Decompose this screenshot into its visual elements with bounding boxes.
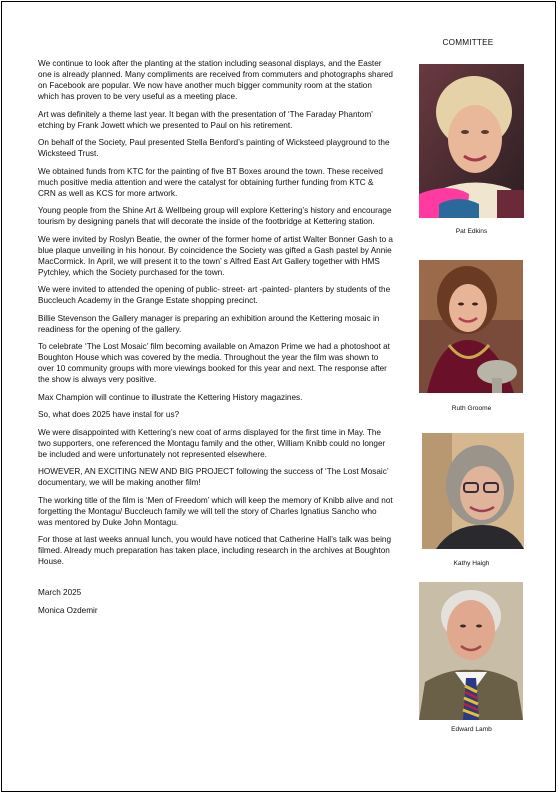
article-body bbox=[38, 58, 393, 622]
paragraph: We obtained funds from KTC for the painting of five BT Boxes around the town. These received much positive media attention and were the catalyst for obtaining further funding from KTC & CRN as well as KCS for more artwork. bbox=[38, 166, 383, 198]
paragraph: Max Champion will continue to illustrate the Kettering History magazines. bbox=[38, 392, 303, 402]
paragraph: Billie Stevenson the Gallery manager is preparing an exhibition around the Kettering mosaic in readiness for the opening of the gallery. bbox=[38, 313, 380, 334]
paragraph: We continue to look after the planting at the station including seasonal displays, and the Easter one is already planned. Many compliments are received from commuters and photographs shared on Facebook are popular. We now have another much bigger community room at the station which has proven to be very useful as a meeting place. bbox=[38, 59, 393, 101]
paragraph: Young people from the Shine Art & Wellbeing group will explore Kettering’s history and encourage tourism by designing panels that will decorate the inside of the footbridge at Kettering station. bbox=[38, 206, 392, 226]
member-name: Edward Lamb bbox=[451, 726, 492, 733]
paragraph: HOWEVER, AN EXCITING NEW AND BIG PROJECT following the success of ‘The Lost Mosaic’ documentary, we will be making another film! bbox=[38, 467, 389, 487]
committee-heading: COMMITTEE bbox=[442, 38, 494, 47]
paragraph: Art was definitely a theme last year. It began with the presentation of ‘The Faraday Phantom’ etching by Frank Jowett which we presented to Paul on his retirement. bbox=[38, 109, 373, 130]
paragraph: To celebrate ‘The Lost Mosaic’ film becoming available on Amazon Prime we had a photoshoot at Boughton House which was covered by the media. Throughout the year the film was shown to over 10 community groups with more viewings booked for this year and next. The response after the show is always very positive. bbox=[38, 342, 390, 384]
member-name: Pat Edkins bbox=[455, 228, 488, 235]
paragraph: We were disappointed with Kettering’s new coat of arms displayed for the first time in May. The two supporters, one referenced the Montagu family and the other, William Knibb could no longer be included and were unfortunately not represented elsewhere. bbox=[38, 427, 386, 459]
committee-photo-edward-lamb bbox=[419, 582, 523, 720]
committee-photo-ruth-groome bbox=[419, 260, 523, 393]
committee-photo-kathy-haigh bbox=[422, 433, 524, 549]
committee-photo-pat-edkins bbox=[419, 64, 524, 218]
paragraph: We were invited to attended the opening of public- street- art -painted- planters by students of the Buccleuch Academy in the Grange Estate shopping precinct. bbox=[38, 285, 391, 305]
author-name: Monica Ozdemir bbox=[38, 605, 98, 615]
paragraph: For those at last weeks annual lunch, you would have noticed that Catherine Hall’s talk was being filmed. Already much preparation has taken place, including research in the archives at Boughton House. bbox=[38, 535, 392, 566]
paragraph: We were invited by Roslyn Beatie, the owner of the former home of artist Walter Bonner Gash to a blue plaque unveiling in his honour. By coincidence the Society was gifted a Gash pastel by Annie MacCormick. In April, we will present it to the town’ s Alfred East Art Gallery together with HMS Pytchley, which the Society purchased for the town. bbox=[38, 234, 393, 277]
member-name: Ruth Groome bbox=[451, 405, 492, 412]
date-line: March 2025 bbox=[38, 588, 82, 597]
paragraph: So, what does 2025 have instal for us? bbox=[38, 410, 180, 419]
paragraph: On behalf of the Society, Paul presented Stella Benford’s painting of Wicksteed playground to the Wicksteed Trust. bbox=[38, 138, 390, 158]
member-name: Kathy Haigh bbox=[453, 560, 490, 567]
paragraph: The working title of the film is ‘Men of Freedom’ which will keep the memory of Knibb alive and not forgetting the Montagu/ Buccleuch family we will tell the story of Charles Ignatius Sancho who was mentored by Duke John Montagu. bbox=[38, 495, 393, 527]
